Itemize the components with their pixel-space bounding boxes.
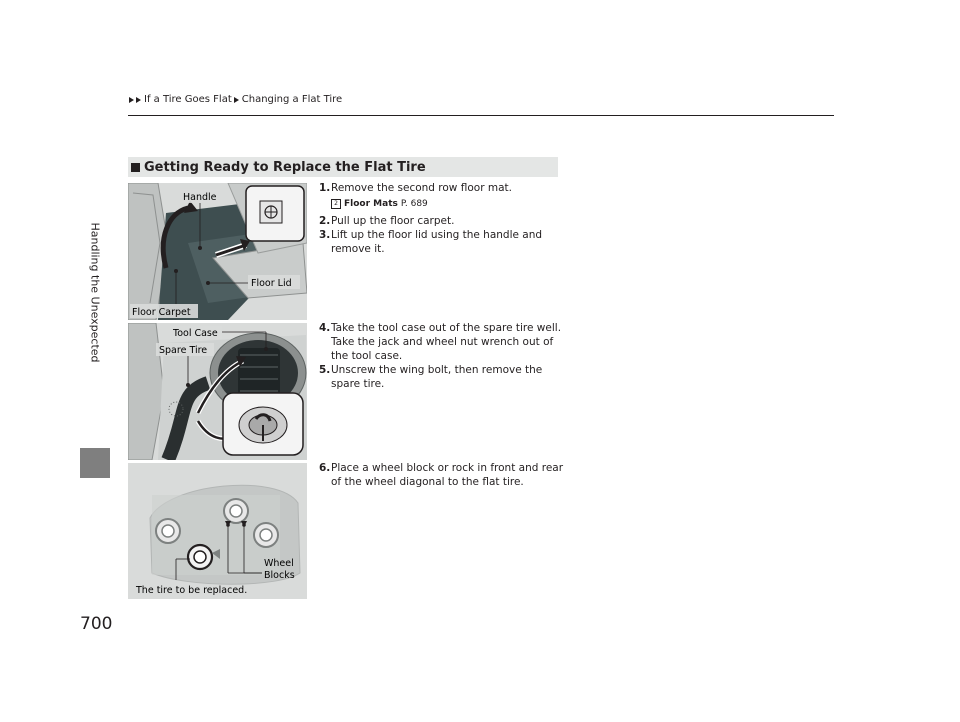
figure-spare-tire	[128, 323, 307, 460]
step-number: 6.	[319, 462, 331, 474]
label-wheel-blocks-line2: Blocks	[264, 570, 295, 581]
step-item	[319, 363, 564, 391]
steps-group-3	[319, 461, 564, 489]
breadcrumb	[128, 94, 342, 105]
steps-group-1	[319, 181, 564, 256]
step-item	[319, 228, 564, 256]
step-number: 3.	[319, 229, 331, 241]
label-handle: Handle	[183, 192, 217, 203]
breadcrumb-arrow-icon	[136, 97, 141, 103]
wheel-blocks-illustration	[128, 463, 307, 599]
step-text: Lift up the floor lid using the handle and remove it.	[331, 229, 543, 255]
step-text: Take the tool case out of the spare tire well. Take the jack and wheel nut wrench out of the tool case.	[331, 322, 562, 362]
side-label	[80, 132, 110, 452]
label-spare-tire: Spare Tire	[159, 345, 208, 356]
section-header	[128, 157, 558, 177]
step-text: Place a wheel block or rock in front and rear of the wheel diagonal to the flat tire.	[331, 462, 564, 488]
step-number: 1.	[319, 182, 331, 194]
step-number: 2.	[319, 215, 331, 227]
label-floor-lid: Floor Lid	[251, 278, 292, 289]
label-wheel-blocks-line1: Wheel	[264, 558, 294, 569]
chapter-tab[interactable]	[80, 448, 110, 478]
figure-wheel-blocks	[128, 463, 307, 599]
step-text: Unscrew the wing bolt, then remove the spare tire.	[331, 364, 543, 390]
step-text: Pull up the floor carpet.	[331, 215, 455, 227]
step-item	[319, 214, 564, 228]
reference-page: P. 689	[400, 199, 428, 209]
spare-tire-illustration	[128, 323, 307, 460]
label-tool-case: Tool Case	[173, 328, 218, 339]
floor-lid-illustration	[128, 183, 307, 320]
step-text: Remove the second row floor mat.	[331, 182, 512, 194]
reference-arrow-icon: 2	[331, 199, 341, 209]
section-title: Getting Ready to Replace the Flat Tire	[144, 159, 426, 175]
cross-reference[interactable]	[331, 197, 564, 211]
step-item	[319, 461, 564, 489]
step-number: 4.	[319, 322, 331, 334]
figure-floor-lid	[128, 183, 307, 320]
step-number: 5.	[319, 364, 331, 376]
steps-group-2	[319, 321, 564, 391]
header-rule	[128, 115, 834, 116]
step-item	[319, 321, 564, 363]
breadcrumb-arrow-icon	[129, 97, 134, 103]
side-label-text: Handling the Unexpected	[88, 221, 102, 363]
breadcrumb-item[interactable]: If a Tire Goes Flat	[144, 94, 232, 105]
wheel-icon	[156, 519, 180, 543]
page-number: 700	[80, 614, 113, 634]
step-item	[319, 181, 564, 195]
section-square-icon	[131, 163, 140, 172]
label-tire-to-be-replaced: The tire to be replaced.	[136, 585, 248, 596]
breadcrumb-arrow-icon	[234, 97, 239, 103]
flat-tire-icon	[188, 545, 212, 569]
reference-title[interactable]: Floor Mats	[344, 199, 398, 209]
breadcrumb-item[interactable]: Changing a Flat Tire	[241, 94, 343, 105]
label-floor-carpet: Floor Carpet	[132, 307, 191, 318]
